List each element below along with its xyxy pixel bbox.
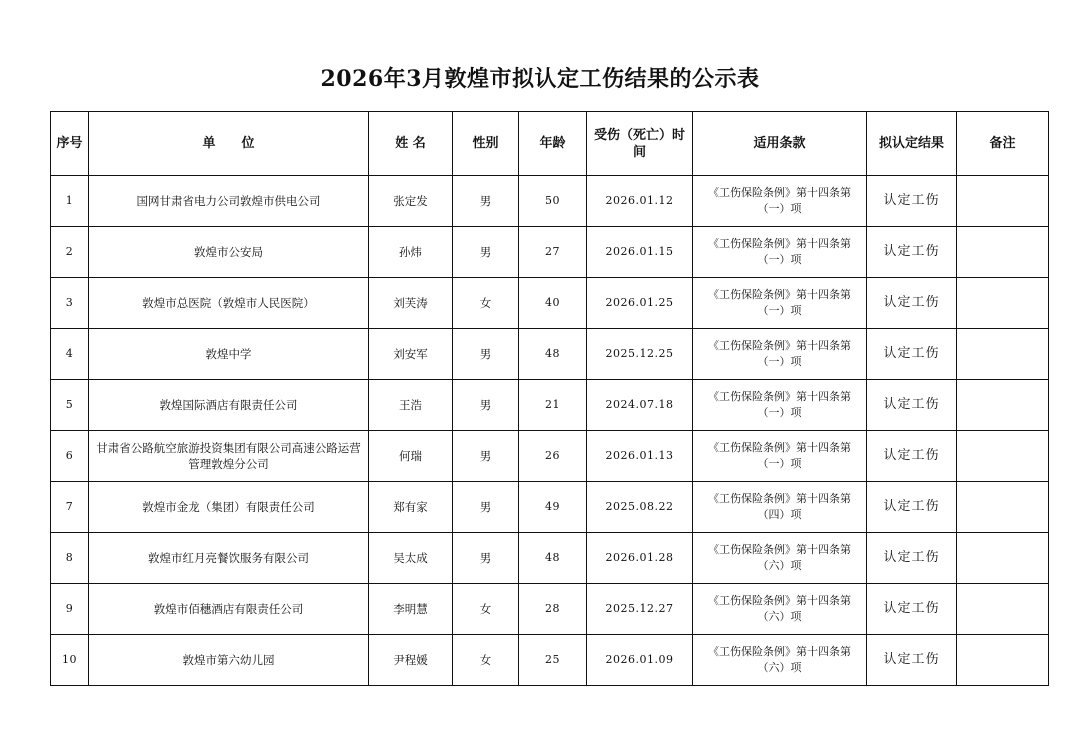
cell-unit: 敦煌市佰穗酒店有限责任公司 [89,584,369,635]
cell-gender: 男 [453,329,519,380]
cell-note [957,227,1049,278]
cell-name: 王浩 [369,380,453,431]
cell-date: 2026.01.25 [587,278,693,329]
header-name: 姓 名 [369,112,453,176]
cell-date: 2026.01.09 [587,635,693,686]
cell-clause: 《工伤保险条例》第十四条第（一）项 [693,176,867,227]
cell-age: 40 [519,278,587,329]
header-date: 受伤（死亡）时间 [587,112,693,176]
cell-unit: 敦煌市红月亮餐饮服务有限公司 [89,533,369,584]
cell-note [957,584,1049,635]
cell-unit: 敦煌市第六幼儿园 [89,635,369,686]
cell-result: 认定工伤 [867,176,957,227]
cell-seq: 9 [51,584,89,635]
cell-age: 28 [519,584,587,635]
cell-date: 2026.01.12 [587,176,693,227]
table-row [51,533,1049,584]
cell-result: 认定工伤 [867,227,957,278]
cell-seq: 3 [51,278,89,329]
cell-unit: 敦煌市总医院（敦煌市人民医院） [89,278,369,329]
cell-name: 刘安军 [369,329,453,380]
header-age: 年龄 [519,112,587,176]
cell-gender: 女 [453,584,519,635]
header-seq: 序号 [51,112,89,176]
cell-clause: 《工伤保险条例》第十四条第（一）项 [693,380,867,431]
cell-unit: 敦煌中学 [89,329,369,380]
cell-seq: 2 [51,227,89,278]
table-row [51,329,1049,380]
cell-date: 2025.12.25 [587,329,693,380]
header-result: 拟认定结果 [867,112,957,176]
cell-gender: 男 [453,431,519,482]
cell-date: 2026.01.28 [587,533,693,584]
cell-result: 认定工伤 [867,635,957,686]
publicity-table [50,111,1049,686]
cell-gender: 男 [453,227,519,278]
cell-gender: 男 [453,176,519,227]
cell-unit: 敦煌市金龙（集团）有限责任公司 [89,482,369,533]
cell-clause: 《工伤保险条例》第十四条第（六）项 [693,533,867,584]
cell-clause: 《工伤保险条例》第十四条第（六）项 [693,635,867,686]
cell-name: 张定发 [369,176,453,227]
cell-name: 李明慧 [369,584,453,635]
cell-note [957,635,1049,686]
table-row [51,431,1049,482]
cell-gender: 女 [453,278,519,329]
cell-unit: 国网甘肃省电力公司敦煌市供电公司 [89,176,369,227]
table-row [51,482,1049,533]
cell-name: 刘芙涛 [369,278,453,329]
cell-seq: 4 [51,329,89,380]
cell-clause: 《工伤保险条例》第十四条第（一）项 [693,431,867,482]
cell-seq: 10 [51,635,89,686]
cell-result: 认定工伤 [867,584,957,635]
cell-seq: 5 [51,380,89,431]
cell-gender: 男 [453,533,519,584]
header-unit: 单 位 [89,112,369,176]
cell-note [957,431,1049,482]
cell-result: 认定工伤 [867,533,957,584]
cell-note [957,329,1049,380]
cell-seq: 8 [51,533,89,584]
cell-note [957,533,1049,584]
cell-name: 郑有家 [369,482,453,533]
cell-age: 27 [519,227,587,278]
table-row [51,176,1049,227]
table-body [51,176,1049,686]
cell-date: 2025.08.22 [587,482,693,533]
cell-age: 26 [519,431,587,482]
cell-clause: 《工伤保险条例》第十四条第（四）项 [693,482,867,533]
table-row [51,635,1049,686]
cell-unit: 敦煌市公安局 [89,227,369,278]
header-gender: 性别 [453,112,519,176]
header-note: 备注 [957,112,1049,176]
cell-age: 48 [519,533,587,584]
cell-note [957,278,1049,329]
table-row [51,584,1049,635]
cell-clause: 《工伤保险条例》第十四条第（一）项 [693,329,867,380]
table-row [51,380,1049,431]
cell-gender: 女 [453,635,519,686]
cell-date: 2024.07.18 [587,380,693,431]
cell-result: 认定工伤 [867,278,957,329]
cell-age: 21 [519,380,587,431]
cell-note [957,482,1049,533]
table-row [51,227,1049,278]
cell-result: 认定工伤 [867,431,957,482]
cell-result: 认定工伤 [867,380,957,431]
cell-age: 48 [519,329,587,380]
cell-name: 尹程媛 [369,635,453,686]
cell-note [957,176,1049,227]
header-row [51,112,1049,176]
cell-age: 25 [519,635,587,686]
cell-date: 2026.01.15 [587,227,693,278]
cell-result: 认定工伤 [867,482,957,533]
cell-unit: 敦煌国际酒店有限责任公司 [89,380,369,431]
cell-seq: 7 [51,482,89,533]
cell-date: 2026.01.13 [587,431,693,482]
cell-unit: 甘肃省公路航空旅游投资集团有限公司高速公路运营管理敦煌分公司 [89,431,369,482]
cell-gender: 男 [453,380,519,431]
cell-clause: 《工伤保险条例》第十四条第（六）项 [693,584,867,635]
cell-seq: 1 [51,176,89,227]
cell-gender: 男 [453,482,519,533]
cell-name: 吴太成 [369,533,453,584]
page-title: 2026年3月敦煌市拟认定工伤结果的公示表 [320,66,760,92]
table-row [51,278,1049,329]
cell-name: 何瑞 [369,431,453,482]
cell-age: 50 [519,176,587,227]
header-clause: 适用条款 [693,112,867,176]
cell-clause: 《工伤保险条例》第十四条第（一）项 [693,278,867,329]
cell-name: 孙炜 [369,227,453,278]
cell-date: 2025.12.27 [587,584,693,635]
cell-result: 认定工伤 [867,329,957,380]
cell-seq: 6 [51,431,89,482]
cell-age: 49 [519,482,587,533]
cell-clause: 《工伤保险条例》第十四条第（一）项 [693,227,867,278]
cell-note [957,380,1049,431]
